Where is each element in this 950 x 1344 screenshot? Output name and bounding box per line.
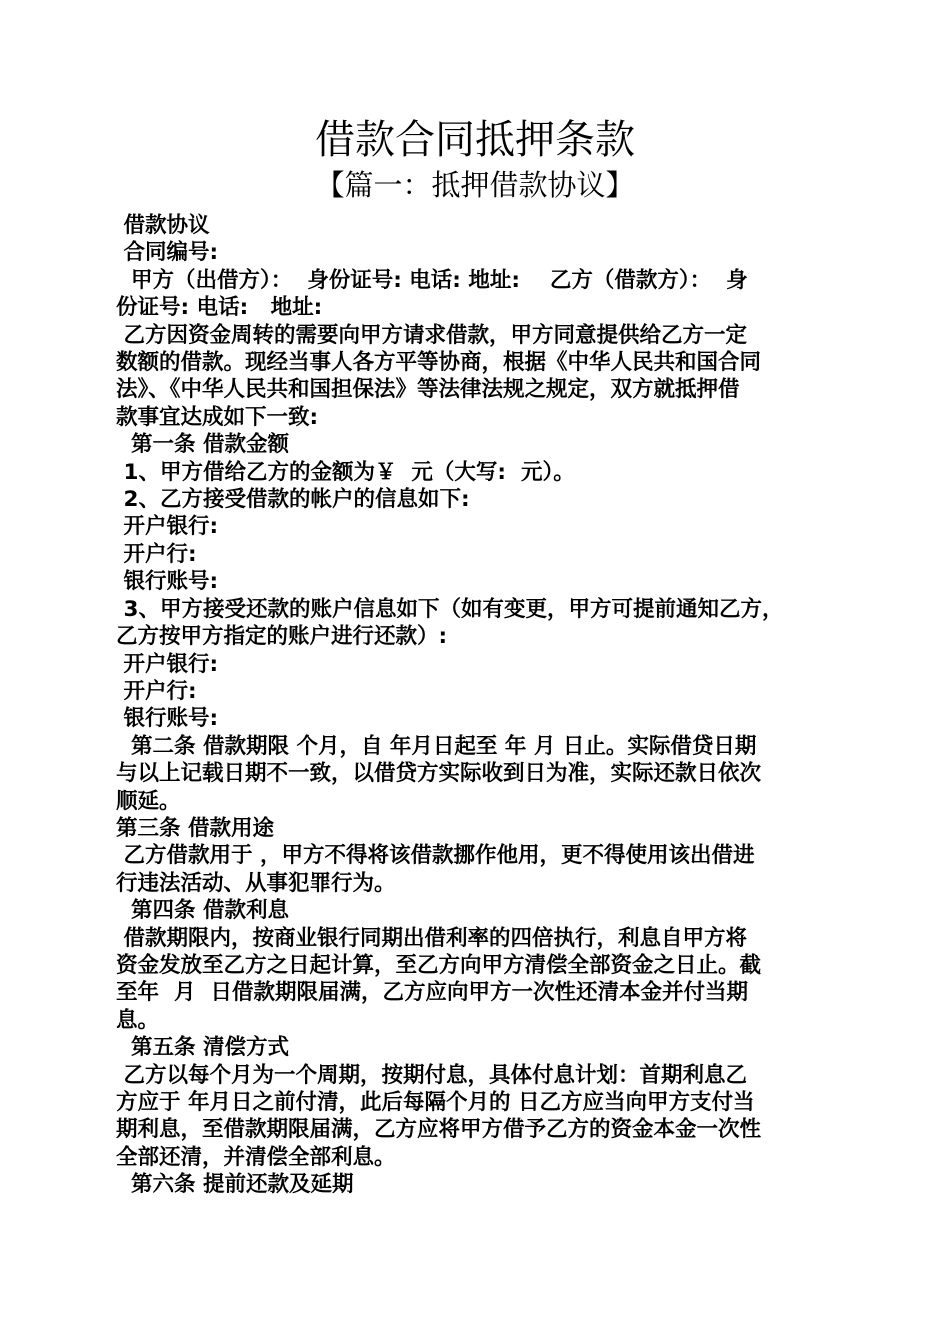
body-line: 顺延。 [116, 788, 181, 814]
body-line: 开户行: [116, 541, 197, 567]
body-line: 开户行: [116, 678, 197, 704]
body-line: 第四条 借款利息 [116, 898, 289, 924]
body-line: 借款期限内，按商业银行同期出借利率的四倍执行，利息自甲方将 [116, 925, 747, 951]
body-line: 息。 [116, 1007, 160, 1033]
document-subtitle: 【篇一：抵押借款协议】 [315, 168, 635, 202]
body-line: 3、甲方接受还款的账户信息如下（如有变更，甲方可提前通知乙方， [116, 596, 784, 622]
document-title: 借款合同抵押条款 [315, 117, 635, 163]
body-line: 至年 月 日借款期限届满，乙方应向甲方一次性还清本金并付当期 [116, 980, 748, 1006]
body-line: 资金发放至乙方之日起计算，至乙方向甲方清偿全部资金之日止。截 [116, 952, 762, 978]
body-line: 法》、《中华人民共和国担保法》等法律法规之规定，双方就抵押借 [116, 377, 740, 403]
body-line: 第二条 借款期限 个月，自 年月日起至 年 月 日止。实际借贷日期 [116, 733, 757, 759]
document-body [116, 212, 840, 1199]
body-line: 份证号: 电话: 地址: [116, 295, 323, 321]
body-line: 全部还清，并清偿全部利息。 [116, 1144, 396, 1170]
body-line: 乙方借款用于 ，甲方不得将该借款挪作他用，更不得使用该出借进 [116, 843, 755, 869]
body-line: 1、甲方借给乙方的金额为￥ 元（大写: 元）。 [116, 459, 575, 485]
body-line: 方应于 年月日之前付清，此后每隔个月的 日乙方应当向甲方支付当 [116, 1090, 755, 1115]
body-line: 乙方因资金周转的需要向甲方请求借款，甲方同意提供给乙方一定 [116, 322, 747, 348]
body-line: 第一条 借款金额 [116, 432, 289, 458]
body-line: 合同编号: [116, 240, 219, 266]
body-line: 开户银行: [116, 514, 219, 540]
body-line: 期利息，至借款期限届满，乙方应将甲方借予乙方的资金本金一次性 [116, 1117, 762, 1143]
body-line: 借款协议 [116, 213, 210, 238]
body-line: 数额的借款。现经当事人各方平等协商，根据《中华人民共和国合同 [116, 350, 762, 376]
body-line: 款事宜达成如下一致: [116, 404, 319, 430]
body-line: 银行账号: [116, 569, 219, 595]
body-line: 乙方以每个月为一个周期，按期付息，具体付息计划：首期利息乙 [116, 1062, 747, 1088]
body-line: 甲方（出借方）： 身份证号: 电话: 地址: 乙方（借款方）： 身 [116, 267, 748, 293]
body-line: 乙方按甲方指定的账户进行还款）: [116, 624, 448, 650]
body-line: 行违法活动、从事犯罪行为。 [116, 870, 396, 896]
body-line: 银行账号: [116, 706, 219, 732]
body-line: 第六条 提前还款及延期 [116, 1172, 354, 1198]
body-line: 与以上记载日期不一致，以借贷方实际收到日为准，实际还款日依次 [116, 761, 762, 787]
body-line: 开户银行: [116, 651, 219, 677]
body-line: 第五条 清偿方式 [116, 1035, 289, 1061]
body-line: 第三条 借款用途 [116, 815, 274, 841]
body-line: 2、乙方接受借款的帐户的信息如下: [116, 487, 470, 513]
